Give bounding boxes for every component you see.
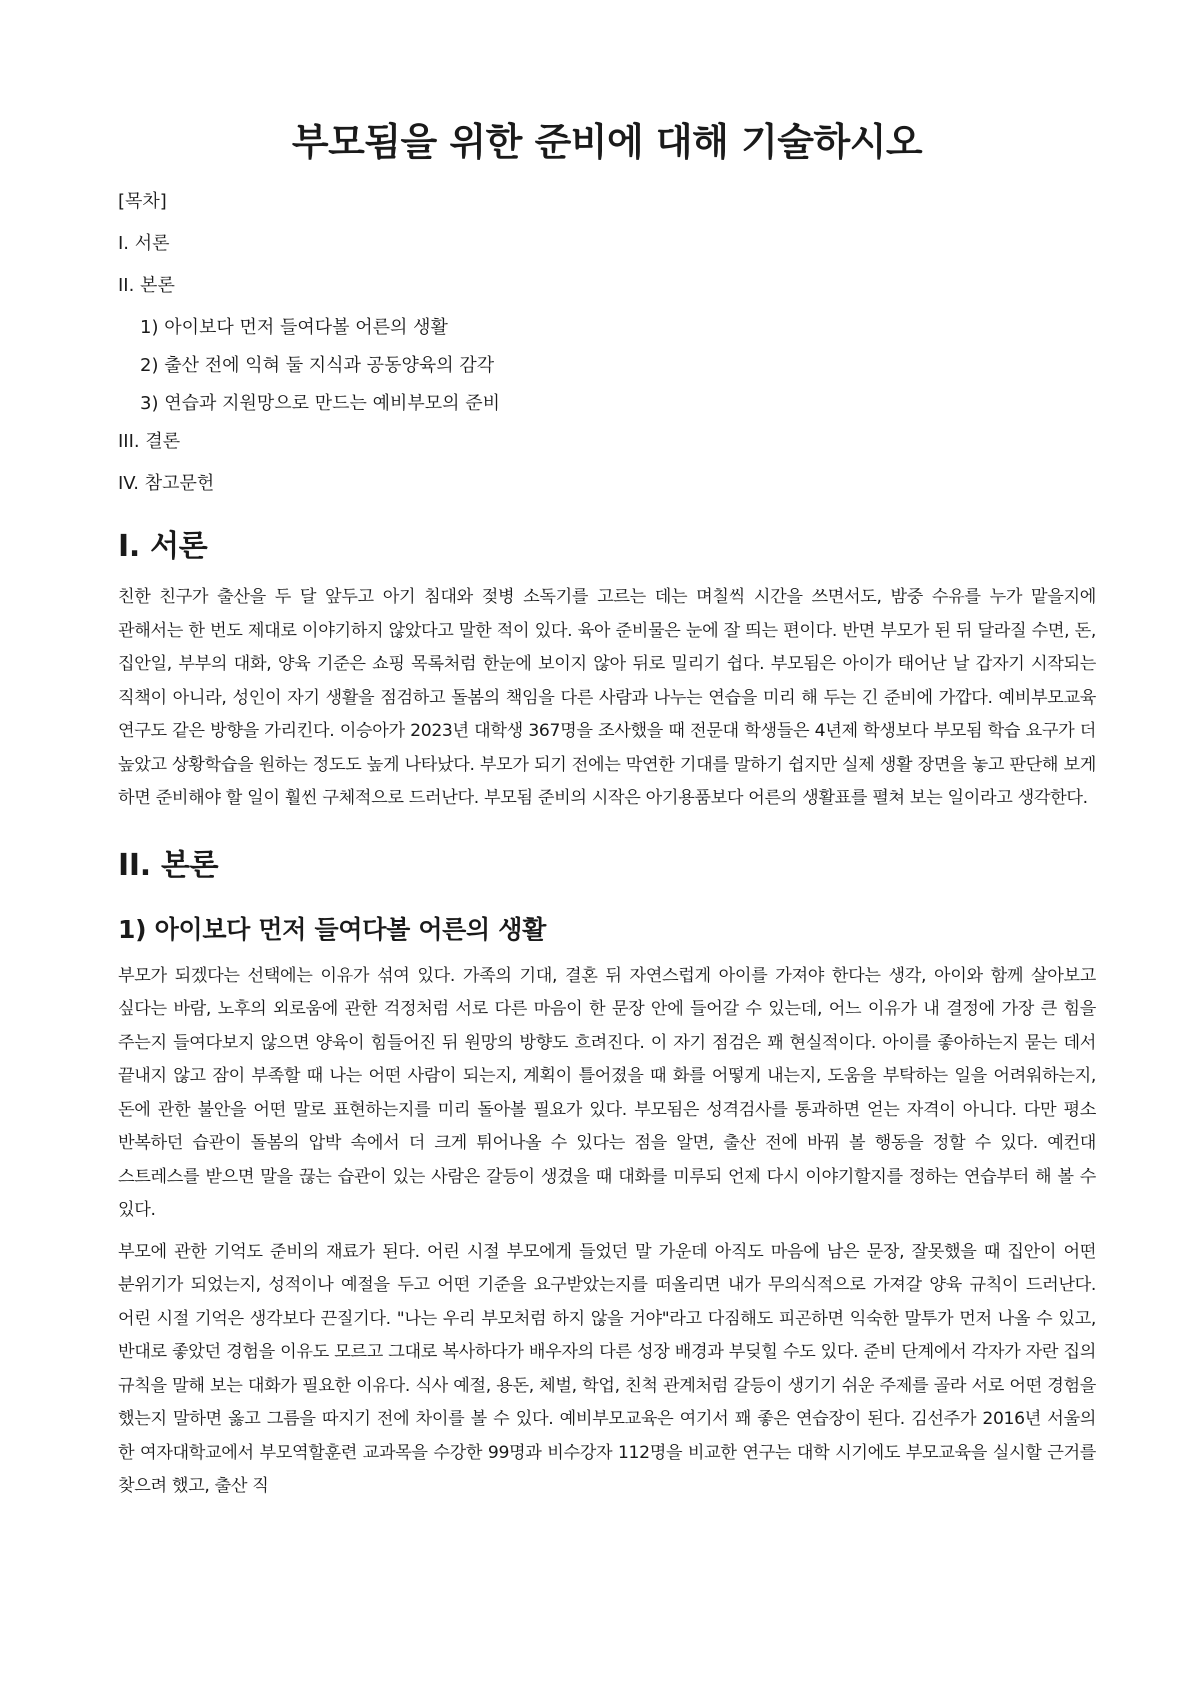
section-heading-body: II. 본론 <box>118 847 219 883</box>
section-body <box>118 846 1096 1504</box>
toc-item-body: II. 본론 <box>118 275 175 297</box>
toc-item-body-2: 2) 출산 전에 익혀 둘 지식과 공동양육의 감각 <box>140 355 495 377</box>
toc-item-introduction: I. 서론 <box>118 233 170 255</box>
body-paragraph: 부모가 되겠다는 선택에는 이유가 섞여 있다. 가족의 기대, 결혼 뒤 자연스럽게 아이를 가져야 한다는 생각, 아이와 함께 살아보고 싶다는 바람, 노후의 외로움에 관한 걱정처럼 서로 다른 마음이 한 문장 안에 들어갈 수 있는데, 어느 이유가 내 결정에 가장 큰 힘을 주는지 들여다보지 않으면 양육이 힘들어진 뒤 원망의 방향도 흐려진다. 이 자기 점검은 꽤 현실적이다. 아이를 좋아하는지 묻는 데서 끝내지 않고 잠이 부족할 때 나는 어떤 사람이 되는지, 계획이 틀어졌을 때 화를 어떻게 내는지, 도움을 부탁하는 일을 어려워하는지, 돈에 관한 불안을 어떤 말로 표현하는지를 미리 돌아볼 필요가 있다. 부모됨은 성격검사를 통과하면 얻는 자격이 아니다. 다만 평소 반복하던 습관이 돌봄의 압박 속에서 더 크게 튀어나올 수 있다는 점을 알면, 출산 전에 바꿔 볼 행동을 정할 수 있다. 예컨대 스트레스를 받으면 말을 끊는 습관이 있는 사람은 갈등이 생겼을 때 대화를 미루되 언제 다시 이야기할지를 정하는 연습부터 해 볼 수 있다. <box>118 965 1096 1221</box>
introduction-paragraph: 친한 친구가 출산을 두 달 앞두고 아기 침대와 젖병 소독기를 고르는 데는 며칠씩 시간을 쓰면서도, 밤중 수유를 누가 맡을지에 관해서는 한 번도 제대로 이야기하지 않았다고 말한 적이 있다. 육아 준비물은 눈에 잘 띄는 편이다. 반면 부모가 된 뒤 달라질 수면, 돈, 집안일, 부부의 대화, 양육 기준은 쇼핑 목록처럼 한눈에 보이지 않아 뒤로 밀리기 쉽다. 부모됨은 아이가 태어난 날 갑자기 시작되는 직책이 아니라, 성인이 자기 생활을 점검하고 돌봄의 책임을 다른 사람과 나누는 연습을 미리 해 두는 긴 준비에 가깝다. 예비부모교육 연구도 같은 방향을 가리킨다. 이승아가 2023년 대학생 367명을 조사했을 때 전문대 학생들은 4년제 학생보다 부모됨 학습 요구가 더 높았고 상황학습을 원하는 정도도 높게 나타났다. 부모가 되기 전에는 막연한 기대를 말하기 쉽지만 실제 생활 장면을 놓고 판단해 보게 하면 준비해야 할 일이 훨씬 구체적으로 드러난다. 부모됨 준비의 시작은 아기용품보다 어른의 생활표를 펼쳐 보는 일이라고 생각한다. <box>118 587 1096 809</box>
toc-item-conclusion: III. 결론 <box>118 431 181 453</box>
subsection-heading-1: 1) 아이보다 먼저 들여다볼 어른의 생활 <box>118 914 546 944</box>
toc-item-body-1: 1) 아이보다 먼저 들여다볼 어른의 생활 <box>140 317 448 339</box>
document-title: 부모됨을 위한 준비에 대해 기술하시오 <box>291 120 923 164</box>
body-paragraph: 부모에 관한 기억도 준비의 재료가 된다. 어린 시절 부모에게 들었던 말 가운데 아직도 마음에 남은 문장, 잘못했을 때 집안이 어떤 분위기가 되었는지, 성적이나 예절을 두고 어떤 기준을 요구받았는지를 떠올리면 내가 무의식적으로 가져갈 양육 규칙이 드러난다. 어린 시절 기억은 생각보다 끈질기다. "나는 우리 부모처럼 하지 않을 거야"라고 다짐해도 피곤하면 익숙한 말투가 먼저 나올 수 있고, 반대로 좋았던 경험을 이유도 모르고 그대로 복사하다가 배우자의 다른 성장 배경과 부딪힐 수도 있다. 준비 단계에서 각자가 자란 집의 규칙을 말해 보는 대화가 필요한 이유다. 식사 예절, 용돈, 체벌, 학업, 친척 관계처럼 갈등이 생기기 쉬운 주제를 골라 서로 어떤 경험을 했는지 말하면 옳고 그름을 따지기 전에 차이를 볼 수 있다. 예비부모교육은 여기서 꽤 좋은 연습장이 된다. 김선주가 2016년 서울의 한 여자대학교에서 부모역할훈련 교과목을 수강한 99명과 비수강자 112명을 비교한 연구는 대학 시기에도 부모교육을 실시할 근거를 찾으려 했고, 출산 직 <box>118 1241 1097 1497</box>
section-introduction <box>118 527 1096 816</box>
toc-item-body-3: 3) 연습과 지원망으로 만드는 예비부모의 준비 <box>140 393 501 415</box>
table-of-contents <box>118 189 1096 497</box>
toc-item-references: IV. 참고문헌 <box>118 473 215 495</box>
toc-heading: [목차] <box>118 191 167 213</box>
section-heading-introduction: I. 서론 <box>118 529 208 565</box>
